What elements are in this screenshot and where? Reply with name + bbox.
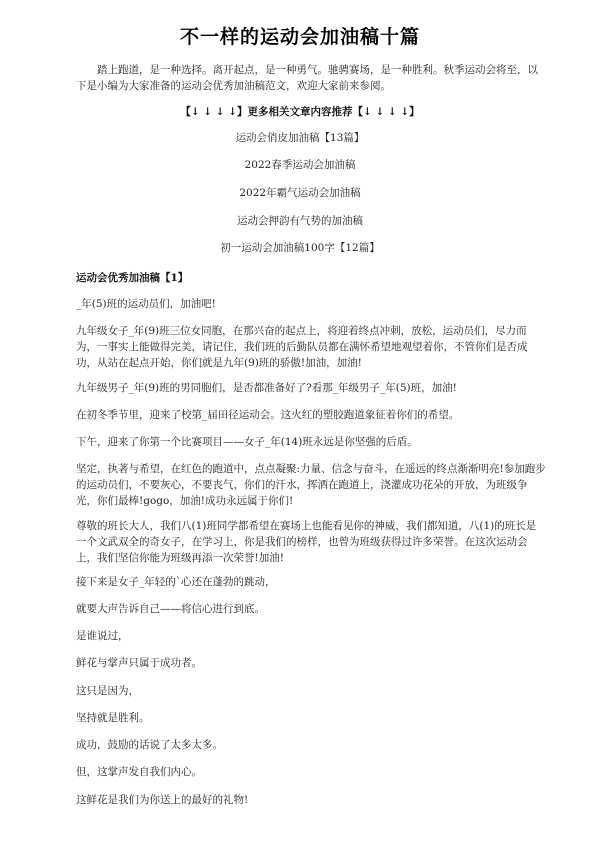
- body-paragraph: 接下来是女子_年轻的`心还在蓬勃的跳动，: [76, 576, 276, 588]
- body-paragraph: 尊敬的班长大人，我们八(1)班同学都希望在赛场上也能看见你的神威，我们都知道，八(1)的班长是一个文武双全的奇女子，在学习上，你是我们的榜样，也曾为班级获得过许多荣誉。在这次运动会上，我们坚信你能为班级再添一次荣誉!加油!: [76, 520, 537, 564]
- body-paragraph: 鲜花与掌声只属于成功者。: [76, 657, 202, 669]
- section-title: 运动会优秀加油稿【1】: [76, 272, 189, 284]
- body-paragraph: 但，这掌声发自我们内心。: [76, 766, 202, 778]
- related-link[interactable]: 运动会押韵有气势的加油稿: [237, 215, 363, 227]
- body-paragraph: 成功，鼓励的话说了太多太多。: [76, 739, 223, 751]
- body-paragraph: 下午，迎来了你第一个比赛项目——女子_年(14)班永远是你坚强的后盾。: [76, 436, 418, 448]
- body-paragraph: 就要大声告诉自己——将信心进行到底。: [76, 603, 265, 615]
- body-paragraph: 在初冬季节里，迎来了校第_届田径运动会。这火红的塑胶跑道象征着你们的希望。: [76, 409, 460, 421]
- body-paragraph: _年(5)班的运动员们，加油吧!: [76, 298, 216, 310]
- body-paragraph: 坚持就是胜利。: [76, 712, 150, 724]
- related-link[interactable]: 运动会俏皮加油稿【13篇】: [235, 132, 365, 144]
- recommend-header: 【↓ ↓ ↓ ↓】更多相关文章内容推荐【↓ ↓ ↓ ↓】: [180, 106, 420, 118]
- body-paragraph: 是谁说过，: [76, 630, 129, 642]
- body-paragraph: 这鲜花是我们为你送上的最好的礼物!: [76, 794, 249, 806]
- body-paragraph: 九年级男子_年(9)班的男同胞们，是否都准备好了?看那_年级男子_年(5)班，加油!: [76, 382, 457, 394]
- related-link[interactable]: 初一运动会加油稿100字【12篇】: [220, 242, 380, 254]
- body-paragraph: 坚定，执著与希望，在红色的跑道中，点点凝聚:力量、信念与奋斗，在遥远的终点渐渐明亮!参加跑步的运动员们，不要灰心，不要丧气，你们的汗水，挥洒在跑道上，浇灌成功花朵的开放，为班级争光，你们最棒!gogo，加油!成功永远属于你们!: [76, 463, 546, 507]
- intro-paragraph: 踏上跑道，是一种选择。离开起点，是一种勇气。驰骋赛场，是一种胜利。秋季运动会将至，以下是小编为大家准备的运动会优秀加油稿范文，欢迎大家前来参阅。: [76, 64, 538, 92]
- related-link[interactable]: 2022春季运动会加油稿: [244, 159, 356, 171]
- body-paragraph: 九年级女子_年(9)班三位女同胞，在那兴奋的起点上，将迎着终点冲刺，放松，运动员们，尽力而为，一事实上能做得完美，请记住，我们班的后勤队员都在满怀希望地观望着你，不管你们是否成功，从站在起点开始，你们就是九年(9)班的骄傲!加油，加油!: [76, 325, 528, 369]
- body-paragraph: 这只是因为，: [76, 685, 139, 697]
- related-link[interactable]: 2022年霸气运动会加油稿: [239, 187, 361, 199]
- page-title: 不一样的运动会加油稿十篇: [179, 26, 420, 48]
